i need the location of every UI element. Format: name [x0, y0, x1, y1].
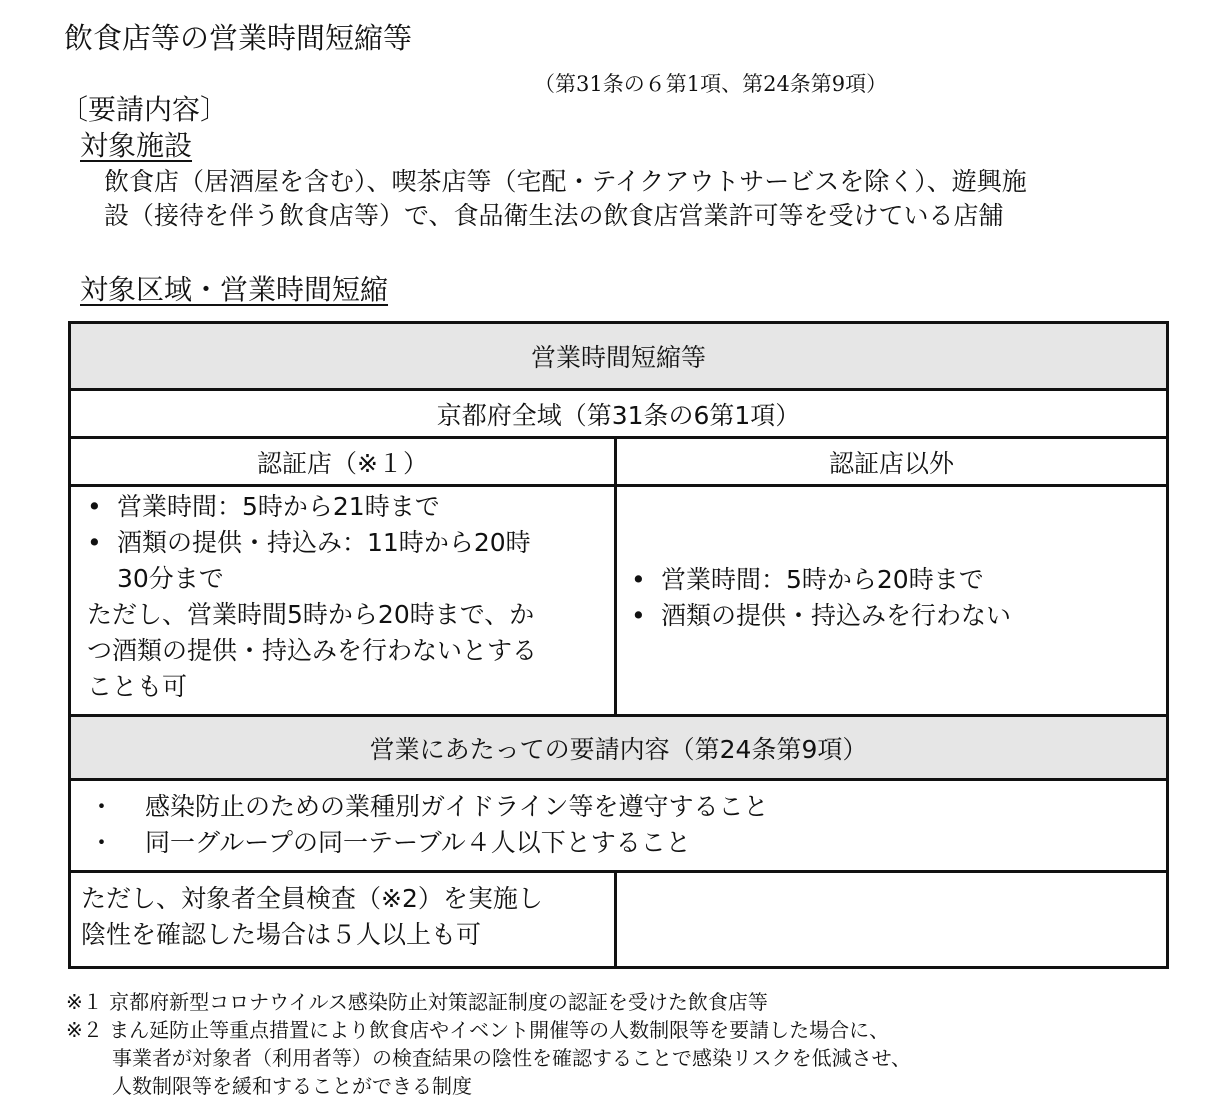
- list-item: • 営業時間：5時から21時まで: [87, 489, 614, 525]
- table-header-text: 営業時間短縮等: [530, 343, 706, 372]
- business-request-items-cell: [71, 781, 1166, 870]
- bullet-icon: •: [87, 492, 102, 521]
- restrictions-table: [68, 321, 1169, 969]
- list-item: • 酒類の提供・持込み：11時から20時: [87, 525, 614, 561]
- article-reference: （第31条の６第1項、第24条第9項）: [534, 72, 888, 96]
- certified-column-label: 認証店（※１）: [257, 448, 428, 478]
- other-content-cell: [617, 487, 1166, 714]
- certified-content-cell: [71, 487, 614, 714]
- document-title: 飲食店等の営業時間短縮等: [64, 21, 413, 55]
- list-item: • 営業時間：5時から20時まで: [631, 562, 1166, 598]
- bullet-icon: •: [631, 601, 646, 630]
- footnote-2-line: 人数制限等を緩和することができる制度: [112, 1074, 472, 1098]
- bullet-icon: ・: [89, 828, 115, 857]
- footnote-2-line: 事業者が対象者（利用者等）の検査結果の陰性を確認することで感染リスクを低減させ、: [112, 1046, 911, 1070]
- list-item: ・ 同一グループの同一テーブル４人以下とすること: [89, 825, 1166, 861]
- list-item: ・ 感染防止のための業種別ガイドライン等を遵守すること: [89, 789, 1166, 825]
- other-column-label: 認証店以外: [828, 448, 954, 478]
- exception-line: 陰性を確認した場合は５人以上も可: [81, 920, 482, 949]
- other-column-header: [617, 439, 1166, 484]
- table-header-cell: [71, 324, 1166, 388]
- certified-note-line: ただし、営業時間5時から20時まで、か: [87, 600, 535, 629]
- certified-note-line: ことも可: [87, 672, 188, 701]
- bullet-icon: •: [631, 565, 646, 594]
- bullet-icon: •: [87, 528, 102, 557]
- facilities-text-line: 設（接待を伴う飲食店等）で、食品衛生法の飲食店営業許可等を受けている店舗: [104, 201, 1004, 230]
- region-cell: [71, 391, 1166, 436]
- list-item: • 酒類の提供・持込みを行わない: [631, 598, 1166, 634]
- business-request-header-text: 営業にあたっての要請内容（第24条第9項）: [369, 734, 868, 764]
- business-request-header-cell: [71, 717, 1166, 778]
- certified-column-header: [71, 439, 614, 484]
- footnote-1: ※１ 京都府新型コロナウイルス感染防止対策認証制度の認証を受けた飲食店等: [66, 990, 768, 1014]
- request-heading: 〔要請内容〕: [60, 93, 229, 126]
- area-heading: 対象区域・営業時間短縮: [80, 273, 389, 306]
- footnote-2-line: ※２ まん延防止等重点措置により飲食店やイベント開催等の人数制限等を要請した場合に、: [66, 1018, 890, 1042]
- region-text: 京都府全域（第31条の6第1項）: [436, 400, 801, 430]
- empty-cell: [617, 873, 1166, 966]
- list-item-continuation: 30分まで: [117, 564, 224, 593]
- bullet-icon: ・: [89, 792, 115, 821]
- exception-line: ただし、対象者全員検査（※2）を実施し: [81, 884, 543, 913]
- facilities-text-line: 飲食店（居酒屋を含む）、喫茶店等（宅配・テイクアウトサービスを除く）、遊興施: [104, 167, 1027, 196]
- exception-cell: [71, 873, 614, 966]
- facilities-heading: 対象施設: [80, 129, 193, 162]
- certified-note-line: つ酒類の提供・持込みを行わないとする: [87, 636, 538, 665]
